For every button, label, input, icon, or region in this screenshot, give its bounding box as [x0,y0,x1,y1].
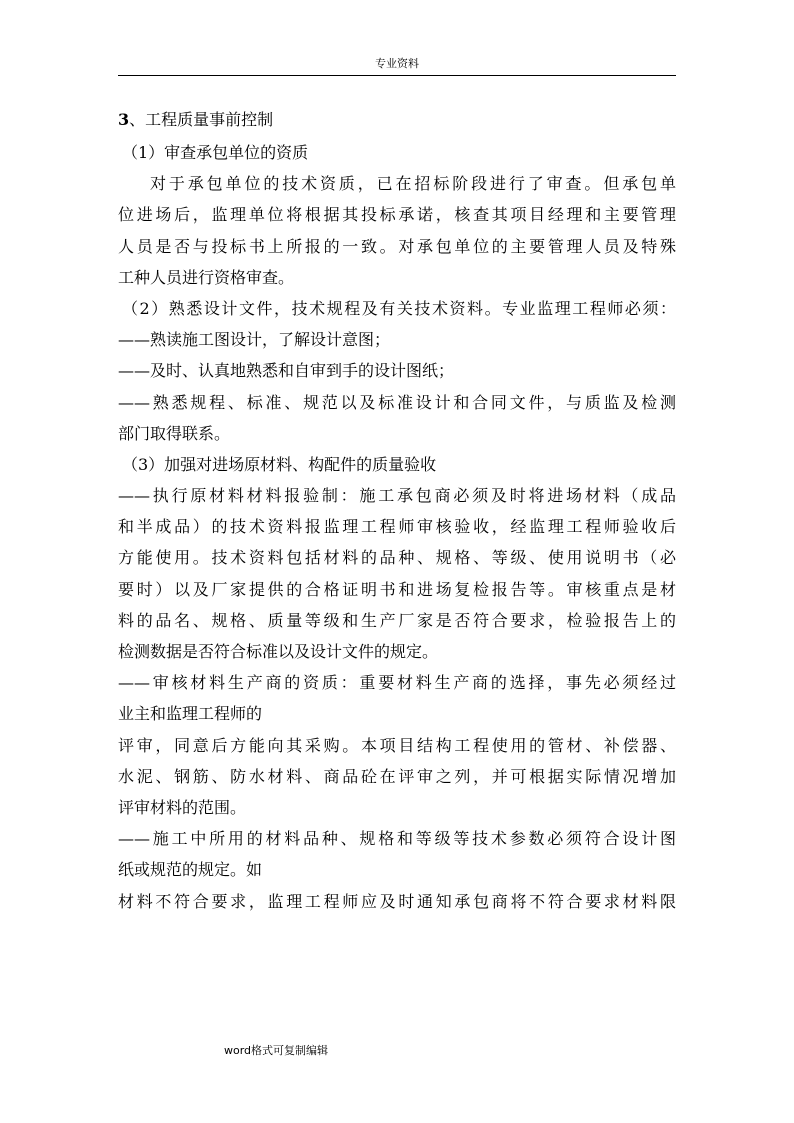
paragraph-line: 评审材料的范围。 [118,797,247,817]
paragraph-line: 业主和监理工程师的 [118,704,263,724]
paragraph-line: 材料不符合要求，监理工程师应及时通知承包商将不符合要求材料限 [118,891,676,911]
subsection-title-1: （1）审查承包单位的资质 [122,143,309,162]
section-title: 、工程质量事前控制 [129,110,274,129]
paragraph-line: 和半成品）的技术资料报监理工程师审核验收，经监理工程师验收后 [118,517,676,537]
paragraph-line: 要时）以及厂家提供的合格证明书和进场复检报告等。审核重点是材 [118,579,676,599]
list-item: ——施工中所用的材料品种、规格和等级等技术参数必须符合设计图 [118,829,676,849]
document-body [118,103,676,917]
paragraph-line: 方能使用。技术资料包括材料的品种、规格、等级、使用说明书（必 [118,548,676,568]
list-item: ——审核材料生产商的资质：重要材料生产商的选择，事先必须经过 [118,673,676,693]
subsection-title-3: （3）加强对进场原材料、构配件的质量验收 [122,454,437,474]
paragraph-line: 位进场后，监理单位将根据其投标承诺，核查其项目经理和主要管理 [118,205,676,225]
section-heading [118,103,676,137]
paragraph-line: 工种人员进行资格审查。 [118,267,295,287]
list-item: ——熟悉规程、标准、规范以及标准设计和合同文件，与质监及检测 [118,392,676,412]
page-footer [224,1044,328,1058]
page-header [118,57,676,76]
paragraph-line: 人员是否与投标书上所报的一致。对承包单位的主要管理人员及特殊 [118,236,676,256]
paragraph-line: 部门取得联系。 [118,423,231,443]
paragraph-line: 评审，同意后方能向其采购。本项目结构工程使用的管材、补偿器、 [118,735,676,755]
paragraph-line: 检测数据是否符合标准以及设计文件的规定。 [118,642,439,661]
footer-text: word格式可复制编辑 [224,1044,329,1057]
header-text: 专业资料 [375,57,419,70]
list-item: ——及时、认真地熟悉和自审到手的设计图纸； [118,361,455,381]
paragraph-line: 料的品名、规格、质量等级和生产厂家是否符合要求，检验报告上的 [118,610,676,630]
paragraph-line: 纸或规范的规定。如 [118,860,263,880]
paragraph-line: 对于承包单位的技术资质，已在招标阶段进行了审查。但承包单 [150,174,676,194]
list-item: ——熟读施工图设计，了解设计意图； [118,330,391,350]
paragraph-line: 水泥、钢筋、防水材料、商品砼在评审之列，并可根据实际情况增加 [118,766,676,786]
section-number: 3 [118,110,130,129]
list-item: ——执行原材料材料报验制：施工承包商必须及时将进场材料（成品 [118,486,676,506]
subsection-title-2: （2）熟悉设计文件，技术规程及有关技术资料。专业监理工程师必须： [122,298,676,318]
